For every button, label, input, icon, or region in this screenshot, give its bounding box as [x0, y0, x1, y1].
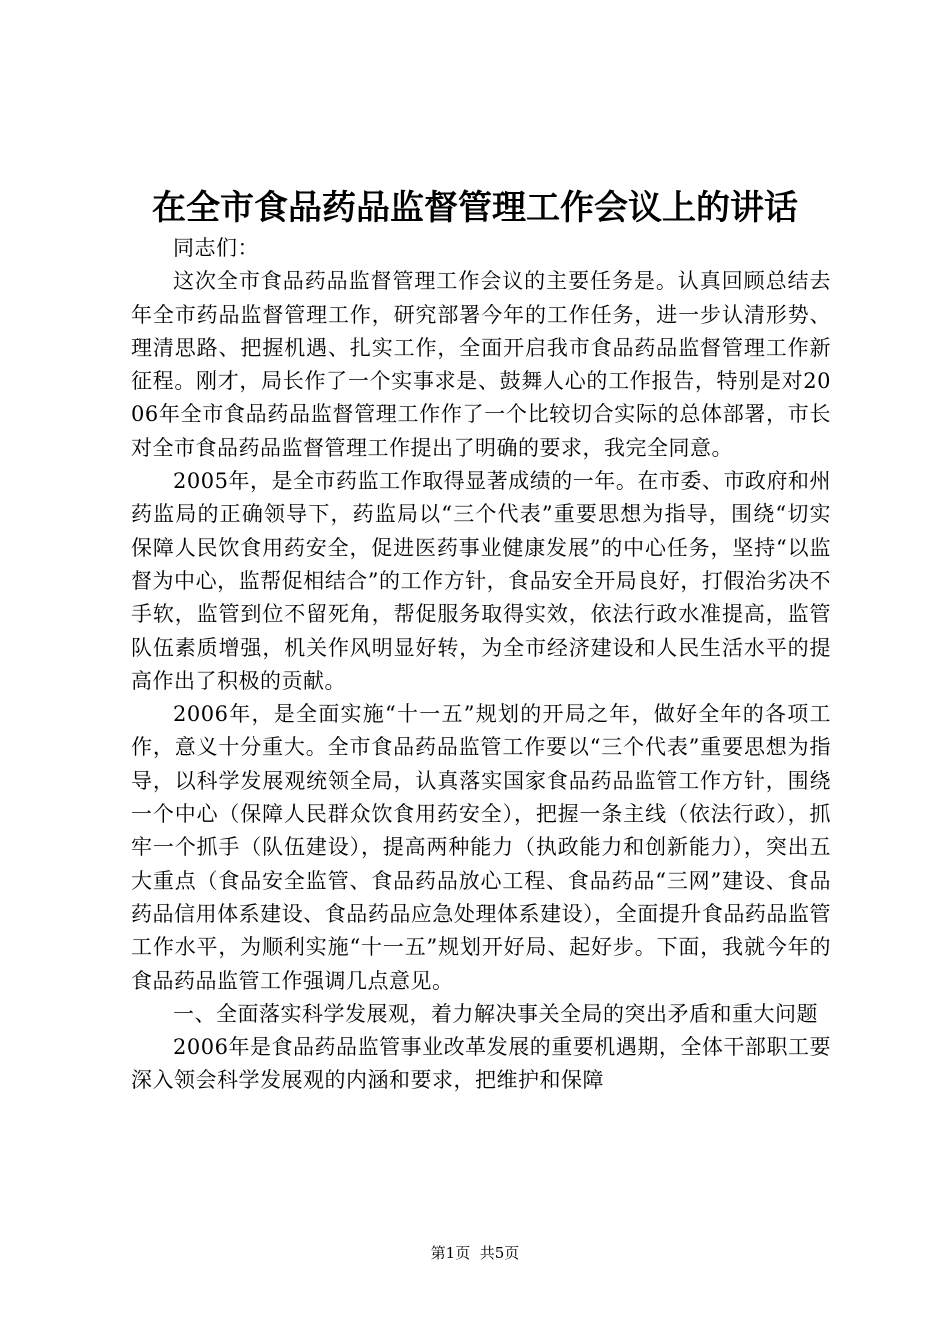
body-paragraph: 2006年，是全面实施“十一五”规划的开局之年，做好全年的各项工作，意义十分重大。全市食品药品监管工作要以“三个代表”重要思想为指导，以科学发展观统领全局，认真落实国家食品药品监管工作方针，围绕一个中心（保障人民群众饮食用药安全），把握一条主线（依法行政），抓牢一个抓手（队伍建设），提高两种能力（执政能力和创新能力），突出五大重点（食品安全监管、食品药品放心工程、食品药品“三网”建设、食品药品信用体系建设、食品药品应急处理体系建设），全面提升食品药品监管工作水平，为顺利实施“十一五”规划开好局、起好步。下面，我就今年的食品药品监管工作强调几点意见。: [131, 702, 831, 993]
page-total: 共5页: [479, 1244, 520, 1262]
greeting-paragraph: 同志们：: [173, 236, 259, 260]
page-number: 第1页: [430, 1244, 471, 1262]
document-body: [131, 232, 831, 1098]
body-paragraph: 2006年是食品药品监管事业改革发展的重要机遇期，全体干部职工要深入领会科学发展观的内涵和要求，把维护和保障: [131, 1035, 831, 1093]
body-paragraph: 2005年，是全市药监工作取得显著成绩的一年。在市委、市政府和州药监局的正确领导下，药监局以“三个代表”重要思想为指导，围绕“切实保障人民饮食用药安全，促进医药事业健康发展”的中心任务，坚持“以监督为中心，监帮促相结合”的工作方针，食品安全开局良好，打假治劣决不手软，监管到位不留死角，帮促服务取得实效，依法行政水准提高，监管队伍素质增强，机关作风明显好转，为全市经济建设和人民生活水平的提高作出了积极的贡献。: [131, 469, 831, 693]
document-title: 在全市食品药品监督管理工作会议上的讲话: [152, 188, 798, 228]
page-footer: [0, 1243, 950, 1263]
section-heading: 一、全面落实科学发展观，着力解决事关全局的突出矛盾和重大问题: [173, 1001, 818, 1026]
body-paragraph: 这次全市食品药品监督管理工作会议的主要任务是。认真回顾总结去年全市药品监督管理工作，研究部署今年的工作任务，进一步认清形势、理清思路、把握机遇、扎实工作，全面开启我市食品药品监督管理工作新征程。刚才，局长作了一个实事求是、鼓舞人心的工作报告，特别是对2006年全市食品药品监督管理工作作了一个比较切合实际的总体部署，市长对全市食品药品监督管理工作提出了明确的要求，我完全同意。: [131, 269, 831, 460]
